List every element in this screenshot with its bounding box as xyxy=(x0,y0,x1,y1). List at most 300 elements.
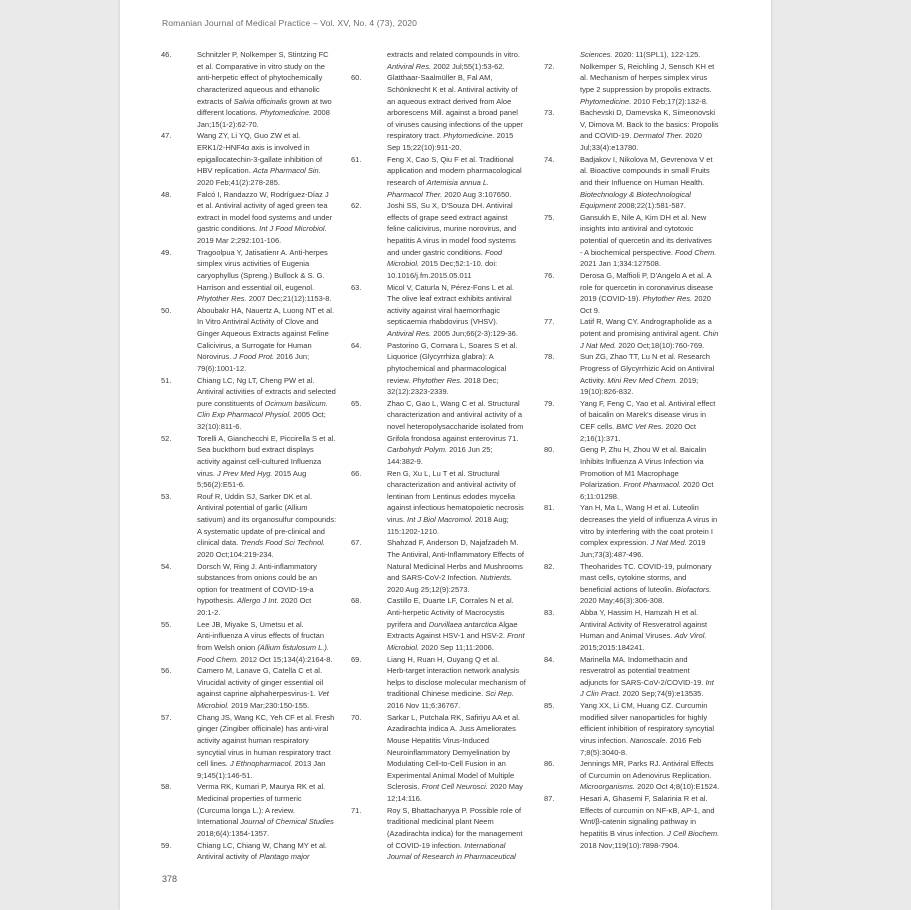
reference-text xyxy=(580,444,720,502)
reference-entry xyxy=(351,398,527,468)
reference-number: 76. xyxy=(544,270,555,280)
reference-entry xyxy=(351,282,527,340)
reference-number: 57. xyxy=(161,712,172,722)
reference-text xyxy=(197,247,337,305)
reference-entry xyxy=(544,351,720,398)
reference-number: 67. xyxy=(351,538,362,548)
reference-line: pyrifera and Durvillaea antarctica Algae xyxy=(387,619,518,629)
reference-entry xyxy=(351,154,527,201)
reference-line: 2015;2015:184241. xyxy=(580,642,645,652)
reference-entry xyxy=(161,619,337,666)
reference-line: Microorganisms. 2020 Oct 4;8(10):E1524. xyxy=(580,782,720,792)
reference-number: 58. xyxy=(161,782,172,792)
reference-line: Phytother Res. 2007 Dec;21(12):1153-8. xyxy=(197,294,332,304)
reference-line: The olive leaf extract exhibits antiviral xyxy=(387,294,512,304)
reference-line: Ren G, Xu L, Lu T et al. Structural xyxy=(387,468,500,478)
reference-line: Polarization. Front Pharmacol. 2020 Oct xyxy=(580,480,714,490)
reference-entry xyxy=(544,270,720,317)
reference-line: 7;8(5):3040-8. xyxy=(580,747,628,757)
reference-entry xyxy=(161,189,337,247)
reference-line: lentinan from Lentinus edodes mycelia xyxy=(387,491,515,501)
reference-text xyxy=(387,200,527,281)
reference-line: 9;145(1):146-51. xyxy=(197,770,253,780)
reference-number: 75. xyxy=(544,212,555,222)
reference-line: 5;56(2):E51-6. xyxy=(197,480,245,490)
reference-line: Aboubakr HA, Nauertz A, Luong NT et al. xyxy=(197,305,335,315)
reference-line: Wnt/β-catenin signaling pathway in xyxy=(580,817,697,827)
reference-line: Liquorice (Glycyrrhiza glabra): A xyxy=(387,352,494,362)
reference-entry xyxy=(544,107,720,154)
reference-line: activity against human respiratory xyxy=(197,735,309,745)
reference-line: Natural Medicinal Herbs and Mushrooms xyxy=(387,561,523,571)
reference-line: Equipment 2008;22(1):581-587. xyxy=(580,201,686,211)
reference-line: characterized aqueous and ethanolic xyxy=(197,84,320,94)
running-header: Romanian Journal of Medical Practice – Vol. XV, No. 4 (73), 2020 xyxy=(162,18,417,28)
reference-text xyxy=(580,758,720,793)
reference-line: activity against viral haemorrhagic xyxy=(387,305,500,315)
reference-line: epigallocatechin-3-gallate inhibition of xyxy=(197,154,323,164)
reference-line: Promotion of M1 Macrophage xyxy=(580,468,679,478)
reference-line: Abba Y, Hassim H, Hamzah H et al. xyxy=(580,608,699,617)
reference-number: 49. xyxy=(161,247,172,257)
reference-text xyxy=(580,700,720,758)
reference-line: 2019 Mar 2;292:101-106. xyxy=(197,236,282,245)
reference-line: helps to disclose molecular mechanism of xyxy=(387,677,526,687)
reference-entry xyxy=(351,654,527,712)
reference-line: simplex virus activities of Eugenia xyxy=(197,259,310,269)
reference-line: Sciences. 2020: 11(SPL1), 122-125. xyxy=(580,50,701,59)
reference-text xyxy=(580,154,720,212)
reference-number: 55. xyxy=(161,619,172,629)
reference-line: Lee JB, Miyake S, Umetsu et al. xyxy=(197,619,304,629)
reference-line: against caprine alphaherpesvirus-1. Vet xyxy=(197,689,329,699)
reference-line: ginger (Zingiber officinale) has anti-viral xyxy=(197,724,329,734)
reference-entry xyxy=(161,375,337,433)
reference-line: Sclerosis. Front Cell Neurosci. 2020 May xyxy=(387,782,523,792)
reference-line: Schnitzler P, Nolkemper S, Stintzing FC xyxy=(197,50,329,59)
reference-number: 54. xyxy=(161,561,172,571)
reference-text xyxy=(387,72,527,153)
reference-line: Human and Animal Viruses. Adv Virol. xyxy=(580,631,707,641)
reference-number: 61. xyxy=(351,154,362,164)
reference-line: activity against cell-cultured Influenza xyxy=(197,456,322,466)
reference-line: characterization and antiviral activity of xyxy=(387,480,516,490)
reference-line: Liang H, Ruan H, Ouyang Q et al. xyxy=(387,654,500,664)
reference-entry xyxy=(161,491,337,561)
reference-entry xyxy=(544,154,720,212)
reference-line: 2018;6(4):1354-1357. xyxy=(197,828,270,838)
reference-entry xyxy=(544,49,720,61)
reference-line: Jul;33(4):e13780. xyxy=(580,143,639,152)
reference-number: 51. xyxy=(161,375,172,385)
reference-entry xyxy=(351,805,527,863)
reference-line: arborescens Mill. against a broad panel xyxy=(387,108,518,118)
reference-line: 2020 Oct;104:219-234. xyxy=(197,549,274,559)
reference-number: 65. xyxy=(351,398,362,408)
reference-text xyxy=(580,351,720,398)
reference-entry xyxy=(161,305,337,375)
reference-number: 86. xyxy=(544,759,555,769)
reference-line: Calicivirus, a Surrogate for Human xyxy=(197,340,312,350)
reference-number xyxy=(351,49,387,72)
reference-text xyxy=(197,130,337,188)
reference-line: Latif R, Wang CY. Andrographolide as a xyxy=(580,317,712,327)
reference-text xyxy=(580,502,720,560)
reference-line: Tragoolpua Y, Jatisatienr A. Anti-herpes xyxy=(197,247,328,257)
reference-number: 68. xyxy=(351,596,362,606)
reference-text xyxy=(387,154,527,201)
reference-line: and their Influence on Human Health. xyxy=(580,177,705,187)
reference-line: traditional medicinal plant Neem xyxy=(387,817,494,827)
reference-line: gastric conditions. Int J Food Microbiol. xyxy=(197,224,327,234)
reference-text xyxy=(580,49,720,61)
reference-line: different locations. Phytomedicine. 2008 xyxy=(197,108,330,118)
reference-text xyxy=(197,840,337,863)
reference-line: type 2 suppression by propolis extracts. xyxy=(580,84,712,94)
reference-line: al. Mechanism of herpes simplex virus xyxy=(580,73,708,83)
reference-text xyxy=(197,619,337,666)
reference-line: Grifola frondosa against enterovirus 71. xyxy=(387,433,519,443)
reference-line: virus infection. Nanoscale. 2016 Feb xyxy=(580,735,702,745)
reference-number: 87. xyxy=(544,794,555,803)
reference-line: extract in model food systems and under xyxy=(197,212,333,222)
reference-entry xyxy=(544,212,720,270)
reference-entry xyxy=(544,444,720,502)
reference-number: 81. xyxy=(544,503,555,513)
reference-text xyxy=(197,433,337,491)
reference-number: 64. xyxy=(351,340,362,350)
reference-line: potential of quercetin and its derivatives xyxy=(580,236,712,245)
reference-number xyxy=(544,49,580,61)
reference-entry xyxy=(544,561,720,608)
reference-line: Derosa G, Maffioli P, D'Angelo A et al. A xyxy=(580,270,712,280)
reference-column-3 xyxy=(544,49,720,851)
reference-text xyxy=(387,398,527,468)
reference-number: 63. xyxy=(351,282,362,292)
reference-text xyxy=(197,561,337,619)
reference-text xyxy=(387,49,527,72)
journal-page xyxy=(120,0,771,910)
reference-line: virus. J Prev Med Hyg. 2015 Aug xyxy=(197,468,307,478)
reference-entry xyxy=(161,247,337,305)
reference-line: hypothesis. Allergo J Int. 2020 Oct xyxy=(197,596,312,606)
reference-entry xyxy=(351,340,527,398)
reference-number: 82. xyxy=(544,561,555,571)
reference-line: 10.1016/j.fm.2015.05.011 xyxy=(387,270,472,280)
reference-line: phytochemical and pharmacological xyxy=(387,363,507,373)
reference-line: ERK1/2-HNF4α axis is involved in xyxy=(197,143,310,152)
reference-line: decreases the yield of influenza A virus in xyxy=(580,515,718,524)
reference-entry xyxy=(544,502,720,560)
reference-text xyxy=(580,654,720,701)
reference-line: Antiviral Res. 2005 Jun;66(2-3):129-36. xyxy=(387,329,518,338)
reference-line: 144:382-9. xyxy=(387,456,423,466)
reference-line: Azadirachta indica A. Juss Ameliorates xyxy=(387,724,516,734)
reference-text xyxy=(580,398,720,445)
reference-line: 32(12):2323-2339. xyxy=(387,387,449,397)
reference-line: novel heteropolysaccharide isolated from xyxy=(387,422,524,431)
reference-line: Extracts Against HSV-1 and HSV-2. Front xyxy=(387,631,525,641)
reference-line: Badjakov I, Nikolova M, Gevrenova V et xyxy=(580,154,713,164)
reference-line: Sea buckthorn bud extract displays xyxy=(197,445,314,455)
reference-line: feline calicivirus, murine norovirus, and xyxy=(387,224,517,234)
reference-line: sativum) and its organosulfur compounds: xyxy=(197,515,337,524)
reference-line: extracts and related compounds in vitro. xyxy=(387,50,520,59)
reference-line: Norovirus. J Food Prot. 2016 Jun; xyxy=(197,352,310,362)
reference-line: Torelli A, Gianchecchi E, Piccirella S et al. xyxy=(197,433,336,443)
reference-line: virus. Int J Biol Macromol. 2018 Aug; xyxy=(387,515,509,524)
reference-number: 72. xyxy=(544,61,555,71)
reference-entry xyxy=(544,793,720,851)
reference-line: Castillo E, Duarte LF, Corrales N et al. xyxy=(387,596,514,606)
reference-text xyxy=(197,49,337,130)
reference-entry xyxy=(351,200,527,281)
reference-line: of baicalin on Marek's disease virus in xyxy=(580,410,707,420)
reference-number: 66. xyxy=(351,468,362,478)
reference-number: 59. xyxy=(161,840,172,850)
reference-line: V, Dimova M. Back to the basics: Propolis xyxy=(580,119,719,129)
reference-line: traditional Chinese medicine. Sci Rep. xyxy=(387,689,514,699)
reference-number: 73. xyxy=(544,108,555,118)
reference-line: Wang ZY, Li YQ, Guo ZW et al. xyxy=(197,131,301,141)
reference-line: insights into antiviral and cytotoxic xyxy=(580,224,694,234)
reference-entry xyxy=(161,49,337,130)
reference-line: Geng P, Zhu H, Zhou W et al. Baicalin xyxy=(580,445,707,455)
reference-line: Dorsch W, Ring J. Anti-inflammatory xyxy=(197,561,318,571)
reference-line: Hesari A, Ghasemi F, Salarinia R et al. xyxy=(580,794,708,803)
reference-line: Harrison and essential oil, eugenol. xyxy=(197,282,315,292)
reference-line: substances from onions could be an xyxy=(197,573,318,583)
reference-line: Feng X, Cao S, Qiu F et al. Traditional xyxy=(387,154,514,164)
reference-line: A systematic update of pre-clinical and xyxy=(197,526,325,536)
reference-line: Activity. Mini Rev Med Chem. 2019; xyxy=(580,375,699,385)
reference-line: Glatthaar-Saalmüller B, Fal AM, xyxy=(387,73,493,83)
reference-text xyxy=(387,468,527,538)
reference-line: adjuncts for SARS-CoV-2/COVID-19. Int xyxy=(580,677,714,687)
reference-line: Schönknecht K et al. Antiviral activity of xyxy=(387,84,518,94)
reference-entry xyxy=(544,398,720,445)
reference-line: 2018 Nov;119(10):7898-7904. xyxy=(580,840,680,850)
reference-line: Yang XX, Li CM, Huang CZ. Curcumin xyxy=(580,701,708,710)
reference-number: 79. xyxy=(544,398,555,408)
reference-number: 50. xyxy=(161,305,172,315)
reference-line: Effects of curcumin on NF-κB, AP-1, and xyxy=(580,805,715,815)
reference-line: Mouse Hepatitis Virus-Induced xyxy=(387,735,489,745)
reference-line: Neuroinflammatory Demyelination by xyxy=(387,747,510,757)
reference-line: Rouf R, Uddin SJ, Sarker DK et al. xyxy=(197,491,313,501)
reference-line: Sarkar L, Putchala RK, Safiriyu AA et al. xyxy=(387,712,520,722)
reference-entry xyxy=(351,537,527,595)
reference-number: 53. xyxy=(161,491,172,501)
reference-line: of COVID-19 infection. International xyxy=(387,840,506,850)
reference-line: Experimental Animal Model of Multiple xyxy=(387,770,515,780)
reference-entry xyxy=(544,61,720,108)
reference-text xyxy=(580,212,720,270)
reference-line: Journal of Research in Pharmaceutical xyxy=(387,852,516,862)
reference-line: Sun ZG, Zhao TT, Lu N et al. Research xyxy=(580,352,710,362)
reference-line: respiratory tract. Phytomedicine. 2015 xyxy=(387,131,514,141)
reference-text xyxy=(197,305,337,375)
reference-number: 62. xyxy=(351,201,362,211)
reference-line: Yan H, Ma L, Wang H et al. Luteolin xyxy=(580,503,699,513)
reference-number: 84. xyxy=(544,654,555,664)
reference-text xyxy=(197,712,337,782)
reference-line: et al. Antiviral activity of aged green tea xyxy=(197,201,328,211)
reference-number: 77. xyxy=(544,317,555,327)
reference-entry xyxy=(544,700,720,758)
reference-line: an aqueous extract derived from Aloe xyxy=(387,96,512,106)
reference-line: Antiviral activity of Plantago major xyxy=(197,852,310,862)
reference-line: 2020 Feb;41(2):278-285. xyxy=(197,177,280,187)
reference-line: The Antiviral, Anti-Inflammatory Effects of xyxy=(387,549,524,559)
reference-number: 80. xyxy=(544,445,555,455)
reference-line: (Curcuma longa L.): A review. xyxy=(197,805,295,815)
reference-line: and under gastric conditions. Food xyxy=(387,247,503,257)
reference-line: Ginger Aqueous Extracts against Feline xyxy=(197,329,329,338)
reference-entry xyxy=(161,840,337,863)
reference-line: effects of grape seed extract against xyxy=(387,212,508,222)
reference-number: 56. xyxy=(161,666,172,676)
reference-line: Progress of Glycyrrhizic Acid on Antiviral xyxy=(580,363,715,373)
reference-number: 52. xyxy=(161,433,172,443)
reference-line: Camero M, Lanave G, Catella C et al. xyxy=(197,666,323,676)
reference-line: Biotechnology & Biotechnological xyxy=(580,189,691,199)
reference-entry xyxy=(161,130,337,188)
reference-line: review. Phytother Res. 2018 Dec; xyxy=(387,375,499,385)
reference-line: Modulating Cell-to-Cell Fusion in an xyxy=(387,759,506,769)
reference-text xyxy=(580,107,720,154)
reference-line: Clin Exp Pharmacol Physiol. 2005 Oct; xyxy=(197,410,326,420)
reference-line: Microbiol. 2020 Sep 11;11:2006. xyxy=(387,642,494,652)
reference-text xyxy=(197,781,337,839)
reference-line: hepatitis B virus infection. J Cell Biochem. xyxy=(580,828,720,838)
reference-number: 69. xyxy=(351,654,362,664)
reference-line: Nolkemper S, Reichling J, Sensch KH et xyxy=(580,61,715,71)
reference-column-2 xyxy=(351,49,527,863)
reference-line: Chang JS, Wang KC, Yeh CF et al. Fresh xyxy=(197,712,335,722)
reference-text xyxy=(197,189,337,247)
reference-line: against infectious hematopoietic necrosis xyxy=(387,503,524,513)
reference-number: 46. xyxy=(161,50,172,59)
reference-line: resveratrol as potential treatment xyxy=(580,666,690,676)
reference-line: of viruses causing infections of the upper xyxy=(387,119,523,129)
reference-line: et al. Comparative in vitro study on the xyxy=(197,61,325,71)
reference-line: Pastorino G, Cornara L, Soares S et al. xyxy=(387,340,518,350)
reference-line: Yang F, Feng C, Yao et al. Antiviral effect xyxy=(580,398,716,408)
reference-text xyxy=(580,607,720,654)
reference-entry xyxy=(544,758,720,793)
reference-entry xyxy=(351,49,527,72)
reference-line: Chiang LC, Ng LT, Cheng PW et al. xyxy=(197,375,315,385)
reference-line: Jan;15(1-2):62-70. xyxy=(197,119,259,129)
reference-number: 70. xyxy=(351,712,362,722)
reference-line: Virucidal activity of ginger essential oil xyxy=(197,677,324,687)
reference-line: 2021 Jan 1;334:127508. xyxy=(580,259,661,269)
reference-line: anti-herpetic effect of phytochemically xyxy=(197,73,323,83)
reference-line: Joshi SS, Su X, D'Souza DH. Antiviral xyxy=(387,201,513,211)
reference-line: research of Artemisia annua L. xyxy=(387,177,490,187)
reference-entry xyxy=(351,595,527,653)
reference-line: (Azadirachta indica) for the management xyxy=(387,828,523,838)
reference-line: J Clin Pract. 2020 Sep;74(9):e13535. xyxy=(580,689,704,699)
reference-line: complex expression. J Nat Med. 2019 xyxy=(580,538,706,548)
reference-line: efficient inhibition of respiratory syncytial xyxy=(580,724,715,734)
reference-entry xyxy=(544,607,720,654)
reference-line: Micol V, Caturla N, Pérez-Fons L et al. xyxy=(387,282,514,292)
reference-text xyxy=(387,654,527,712)
reference-line: Antiviral Activity of Resveratrol against xyxy=(580,619,708,629)
reference-line: Anti-influenza A virus effects of fructan xyxy=(197,631,325,641)
reference-line: - A biochemical perspective. Food Chem. xyxy=(580,247,717,257)
reference-line: application and modern pharmacological xyxy=(387,166,522,176)
reference-number: 60. xyxy=(351,73,362,83)
reference-number: 47. xyxy=(161,131,172,141)
reference-line: 2;16(1):371. xyxy=(580,433,621,443)
reference-line: 19(10):826-832. xyxy=(580,387,634,397)
reference-line: HBV replication. Acta Pharmacol Sin. xyxy=(197,166,321,176)
reference-line: 115:1202-1210. xyxy=(387,526,439,536)
reference-line: septicaemia rhabdovirus (VHSV). xyxy=(387,317,498,327)
reference-line: Falcó I, Randazzo W, Rodríguez-Díaz J xyxy=(197,189,329,199)
reference-line: J Nat Med. 2020 Oct;18(10):760-769. xyxy=(580,340,705,350)
reference-line: syncytial virus in human respiratory tract xyxy=(197,747,331,757)
reference-number: 83. xyxy=(544,608,555,617)
reference-line: beneficial actions of luteolin. Biofactors. xyxy=(580,584,712,594)
reference-entry xyxy=(161,781,337,839)
reference-line: 2020 May;46(3):306-308. xyxy=(580,596,665,606)
reference-entry xyxy=(544,316,720,351)
reference-line: and SARS-CoV-2 Infection. Nutrients. xyxy=(387,573,513,583)
reference-line: vitro by interfering with the coat protein I xyxy=(580,526,713,536)
reference-line: Jun;73(3):487-496. xyxy=(580,549,644,559)
reference-line: cell lines. J Ethnopharmacol. 2013 Jan xyxy=(197,759,326,769)
reference-line: 20:1-2. xyxy=(197,608,221,617)
reference-text xyxy=(387,282,527,340)
reference-line: mast cells, cytokine storms, and xyxy=(580,573,687,583)
reference-line: 2016 Nov 11;6:36767. xyxy=(387,701,461,710)
reference-line: Marinella MA. Indomethacin and xyxy=(580,654,688,664)
reference-text xyxy=(580,270,720,317)
reference-line: of Curcumin on Adenovirus Replication. xyxy=(580,770,712,780)
reference-entry xyxy=(544,654,720,701)
reference-entry xyxy=(161,433,337,491)
reference-line: CEF cells. BMC Vet Res. 2020 Oct xyxy=(580,422,697,431)
reference-line: Oct 9. xyxy=(580,305,601,315)
reference-line: Shahzad F, Anderson D, Najafzadeh M. xyxy=(387,538,519,548)
reference-line: 79(6):1001-12. xyxy=(197,363,247,373)
reference-line: characterization and antiviral activity of a xyxy=(387,410,523,420)
page-number: 378 xyxy=(162,874,178,884)
reference-line: Herb-target interaction network analysis xyxy=(387,666,520,676)
reference-text xyxy=(580,561,720,608)
reference-text xyxy=(197,491,337,561)
reference-line: 2019 (COVID-19). Phytother Res. 2020 xyxy=(580,294,711,304)
reference-line: Food Chem. 2012 Oct 15;134(4):2164-8. xyxy=(197,654,333,664)
reference-entry xyxy=(351,72,527,153)
reference-line: Gansukh E, Nile A, Kim DH et al. New xyxy=(580,212,707,222)
reference-entry xyxy=(351,712,527,805)
reference-entry xyxy=(351,468,527,538)
reference-line: 12;14:116. xyxy=(387,794,422,803)
reference-line: extracts of Salvia officinalis grown at two xyxy=(197,96,332,106)
reference-line: In Vitro Antiviral Activity of Clove and xyxy=(197,317,319,327)
reference-line: from Welsh onion (Allium fistulosum L.). xyxy=(197,642,329,652)
reference-line: hepatitis A virus in model food systems xyxy=(387,236,516,245)
reference-line: 6;11:01298. xyxy=(580,491,620,501)
reference-text xyxy=(387,340,527,398)
reference-line: caryophyllus (Spreng.) Bullock & S. G. xyxy=(197,270,325,280)
reference-line: Pharmacol Ther. 2020 Aug 3:107650. xyxy=(387,189,512,199)
